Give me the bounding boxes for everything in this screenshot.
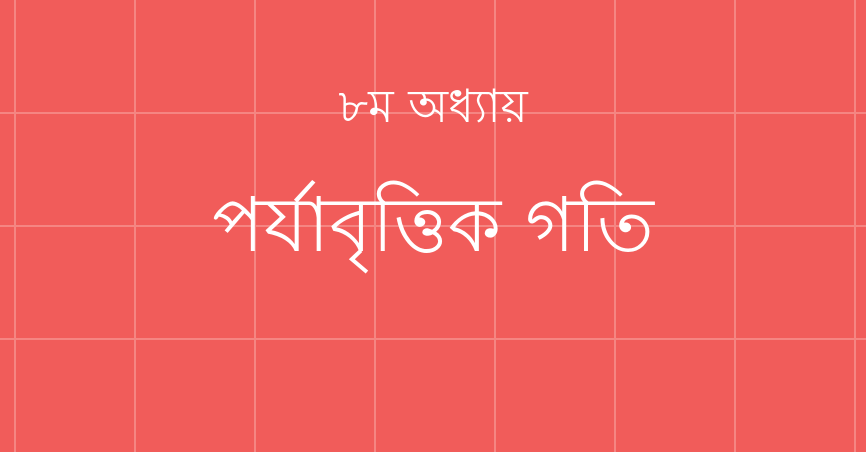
chapter-label: ৮ম অধ্যায় [338, 79, 528, 133]
slide-title: পর্যাবৃত্তিক গতি [212, 180, 654, 269]
